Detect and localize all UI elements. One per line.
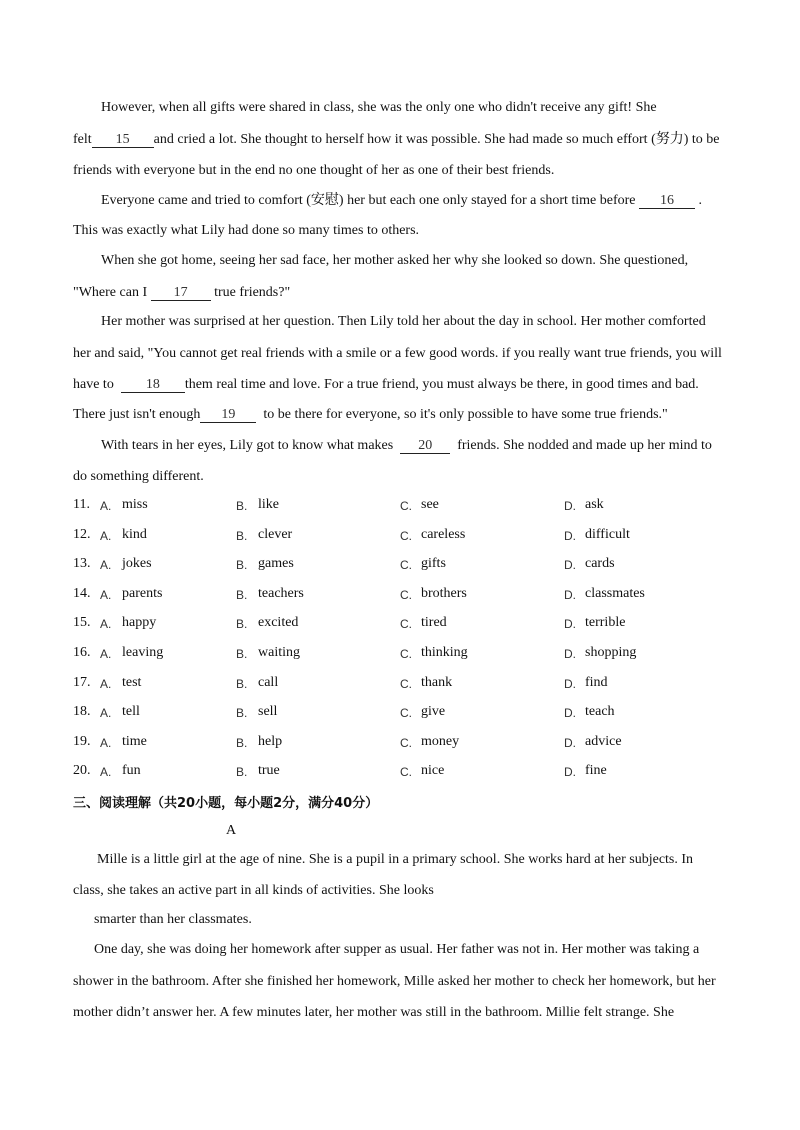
question-number: 19.: [73, 733, 91, 749]
option-text: happy: [122, 615, 157, 631]
question-number: 15.: [73, 615, 91, 631]
passage-line: friends with everyone but in the end no one thought of her as one of their best friends.: [73, 163, 555, 178]
option-letter: B.: [236, 558, 248, 573]
option-text: brothers: [421, 585, 467, 601]
option-letter: C.: [400, 765, 412, 780]
option-text: give: [421, 704, 446, 720]
option-letter: B.: [236, 676, 248, 691]
option-text: teach: [585, 704, 615, 720]
option-text: games: [258, 556, 294, 572]
option-text: see: [421, 497, 439, 512]
option-letter: D.: [564, 647, 576, 661]
passage-line: Everyone came and tried to comfort (安慰) her but each one only stayed for a short time before 16 .: [101, 193, 703, 208]
blank-17: 17: [151, 285, 211, 301]
reading-line: Mille is a little girl at the age of nine. She is a pupil in a primary school. She works hard at her subjects. In: [97, 852, 694, 867]
option-text: cards: [585, 556, 615, 572]
option-text: advice: [585, 733, 622, 749]
option-letter: A.: [100, 528, 112, 543]
option-text: sell: [258, 704, 278, 720]
option-letter: D.: [564, 706, 576, 721]
question-number: 17.: [73, 674, 91, 690]
option-text: tired: [421, 615, 447, 631]
reading-line: One day, she was doing her homework after supper as usual. Her father was not in. Her mother was taking a: [94, 942, 700, 957]
passage-line: Her mother was surprised at her question. Then Lily told her about the day in school. Her mother comforted: [101, 314, 706, 329]
passage-line: do something different.: [73, 469, 204, 484]
blank-18: 18: [121, 377, 185, 393]
option-letter: B.: [236, 765, 248, 780]
option-letter: D.: [564, 528, 576, 543]
option-text: thinking: [421, 645, 468, 660]
option-text: tell: [122, 704, 140, 720]
option-letter: B.: [236, 647, 248, 661]
option-text: classmates: [585, 585, 645, 601]
reading-line: class, she takes an active part in all kinds of activities. She looks: [73, 883, 434, 898]
option-text: thank: [421, 674, 453, 690]
option-text: jokes: [122, 556, 152, 572]
option-text: leaving: [122, 645, 164, 660]
option-text: shopping: [585, 645, 637, 660]
option-letter: D.: [564, 558, 576, 573]
option-letter: A.: [100, 735, 112, 750]
question-row: [73, 734, 753, 754]
option-text: money: [421, 733, 460, 749]
question-row: [73, 675, 753, 695]
option-text: test: [122, 674, 142, 690]
passage-line: There just isn't enough 19 to be there for everyone, so it's only possible to have some true friends.": [73, 407, 668, 422]
blank-15: 15: [92, 132, 154, 148]
option-letter: C.: [400, 676, 412, 691]
option-text: help: [258, 733, 283, 749]
question-row: [73, 763, 753, 783]
question-row: [73, 586, 753, 606]
option-text: kind: [122, 526, 147, 542]
option-letter: A.: [100, 587, 112, 602]
option-letter: C.: [400, 735, 412, 750]
question-row: [73, 704, 753, 724]
option-letter: C.: [400, 617, 412, 632]
question-number: 14.: [73, 585, 91, 601]
blank-16: 16: [639, 193, 695, 209]
passage-line: have to 18 them real time and love. For a true friend, you must always be there, in good times and bad.: [73, 377, 699, 392]
option-letter: B.: [236, 587, 248, 602]
reading-line: smarter than her classmates.: [94, 912, 252, 927]
option-letter: C.: [400, 647, 412, 661]
passage-line: felt 15 and cried a lot. She thought to herself how it was possible. She had made so much effort (努力) to be: [73, 132, 720, 147]
option-letter: B.: [236, 706, 248, 721]
option-letter: B.: [236, 617, 248, 632]
option-letter: C.: [400, 587, 412, 602]
question-row: [73, 615, 753, 635]
section-heading: 三、阅读理解（共20小题，每小题2分，满分40分）: [73, 796, 379, 811]
passage-line: However, when all gifts were shared in class, she was the only one who didn't receive any gift! She: [101, 100, 657, 115]
option-letter: A.: [100, 765, 112, 780]
option-text: like: [258, 497, 279, 512]
option-text: fine: [585, 763, 607, 779]
question-row: [73, 497, 753, 517]
reading-line: shower in the bathroom. After she finished her homework, Mille asked her mother to check her homework, but her: [73, 974, 716, 989]
option-text: fun: [122, 763, 141, 779]
option-letter: B.: [236, 735, 248, 750]
question-number: 20.: [73, 763, 91, 779]
option-letter: D.: [564, 587, 576, 602]
option-letter: D.: [564, 765, 576, 780]
option-letter: B.: [236, 528, 248, 543]
question-number: 13.: [73, 556, 91, 572]
option-letter: A.: [100, 499, 112, 513]
option-text: excited: [258, 615, 299, 631]
option-letter: C.: [400, 528, 412, 543]
question-number: 11.: [73, 497, 90, 512]
question-row: [73, 527, 753, 547]
option-text: true: [258, 763, 280, 779]
option-text: careless: [421, 526, 466, 542]
passage-line: "Where can I 17 true friends?": [73, 285, 291, 300]
option-letter: A.: [100, 617, 112, 632]
option-letter: D.: [564, 617, 576, 632]
passage-line: With tears in her eyes, Lily got to know what makes 20 friends. She nodded and made up her mind to: [101, 438, 712, 453]
question-row: [73, 645, 753, 665]
option-letter: A.: [100, 647, 112, 661]
option-letter: D.: [564, 499, 576, 513]
option-text: clever: [258, 526, 293, 542]
option-letter: D.: [564, 676, 576, 691]
option-text: ask: [585, 497, 604, 512]
question-row: [73, 556, 753, 576]
option-text: call: [258, 674, 279, 690]
part-label: A: [226, 823, 237, 838]
option-letter: C.: [400, 558, 412, 573]
reading-line: mother didn’t answer her. A few minutes later, her mother was still in the bathroom. Millie felt strange. She: [73, 1005, 675, 1020]
question-number: 18.: [73, 704, 91, 720]
option-text: find: [585, 674, 608, 690]
option-text: terrible: [585, 615, 626, 631]
passage-line: This was exactly what Lily had done so many times to others.: [73, 223, 420, 238]
option-text: nice: [421, 763, 445, 779]
option-text: gifts: [421, 556, 446, 572]
option-text: time: [122, 733, 147, 749]
question-number: 16.: [73, 645, 91, 660]
option-text: teachers: [258, 585, 304, 601]
option-text: difficult: [585, 526, 630, 542]
question-number: 12.: [73, 526, 91, 542]
option-text: miss: [122, 497, 148, 512]
option-text: waiting: [258, 645, 300, 660]
option-text: parents: [122, 585, 163, 601]
option-letter: A.: [100, 706, 112, 721]
blank-20: 20: [400, 438, 450, 454]
option-letter: C.: [400, 499, 412, 513]
passage-line: her and said, "You cannot get real friends with a smile or a few good words. if you really want true friends, you will: [73, 346, 722, 361]
option-letter: A.: [100, 558, 112, 573]
option-letter: D.: [564, 735, 576, 750]
option-letter: A.: [100, 676, 112, 691]
blank-19: 19: [200, 407, 256, 423]
option-letter: C.: [400, 706, 412, 721]
option-letter: B.: [236, 499, 248, 513]
passage-line: When she got home, seeing her sad face, her mother asked her why she looked so down. She questioned,: [101, 253, 689, 268]
